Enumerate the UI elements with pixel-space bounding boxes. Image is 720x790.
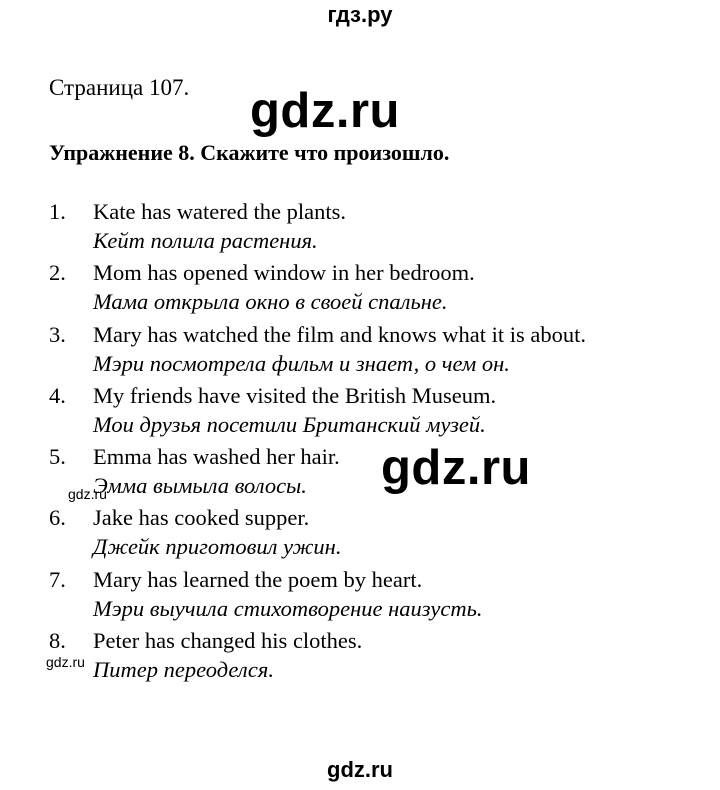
item-number: 6. — [49, 505, 66, 531]
russian-translation: Мэри выучила стихотворение наизусть. — [93, 595, 483, 621]
exercise-list — [49, 197, 709, 687]
exercise-title: Упражнение 8. Скажите что произошло. — [49, 140, 450, 165]
item-number: 8. — [49, 628, 66, 654]
english-sentence: Kate has watered the plants. — [93, 199, 347, 224]
list-item — [49, 197, 709, 258]
page-label: Страница 107. — [49, 75, 190, 100]
russian-translation: Мама открыла окно в своей спальне. — [93, 289, 448, 315]
russian-translation: Кейт полила растения. — [93, 228, 318, 253]
site-header: гдз.ру — [327, 2, 393, 27]
english-sentence: Mary has watched the film and knows what it is about. — [93, 321, 587, 347]
russian-translation: Джейк приготовил ужин. — [93, 534, 342, 560]
list-item — [49, 320, 709, 381]
list-item — [49, 626, 709, 687]
item-number: 5. — [49, 444, 66, 470]
list-item — [49, 258, 709, 319]
russian-translation: Мои друзья посетили Британский музей. — [93, 411, 486, 437]
english-sentence: Jake has cooked supper. — [93, 505, 310, 531]
item-number: 2. — [49, 260, 66, 286]
english-sentence: Peter has changed his clothes. — [93, 628, 363, 654]
list-item — [49, 381, 709, 442]
russian-translation: Мэри посмотрела фильм и знает, о чем он. — [93, 350, 510, 376]
russian-translation: Питер переоделся. — [93, 657, 274, 683]
watermark-large: gdz.ru — [381, 441, 531, 495]
watermark-small: gdz.ru — [46, 654, 85, 670]
item-number: 7. — [49, 566, 66, 592]
english-sentence: Mary has learned the poem by heart. — [93, 566, 423, 592]
list-item — [49, 565, 709, 626]
site-footer: gdz.ru — [327, 757, 393, 782]
watermark-large: gdz.ru — [250, 84, 400, 138]
english-sentence: Mom has opened window in her bedroom. — [93, 260, 475, 286]
list-item — [49, 503, 709, 564]
english-sentence: My friends have visited the British Museum. — [93, 382, 497, 408]
item-number: 3. — [49, 321, 66, 347]
watermark-small: gdz.ru — [68, 486, 107, 502]
list-item — [49, 442, 709, 503]
english-sentence: Emma has washed her hair. — [93, 444, 340, 470]
item-number: 4. — [49, 382, 66, 408]
russian-translation: Эмма вымыла волосы. — [93, 473, 307, 499]
item-number: 1. — [49, 199, 66, 224]
